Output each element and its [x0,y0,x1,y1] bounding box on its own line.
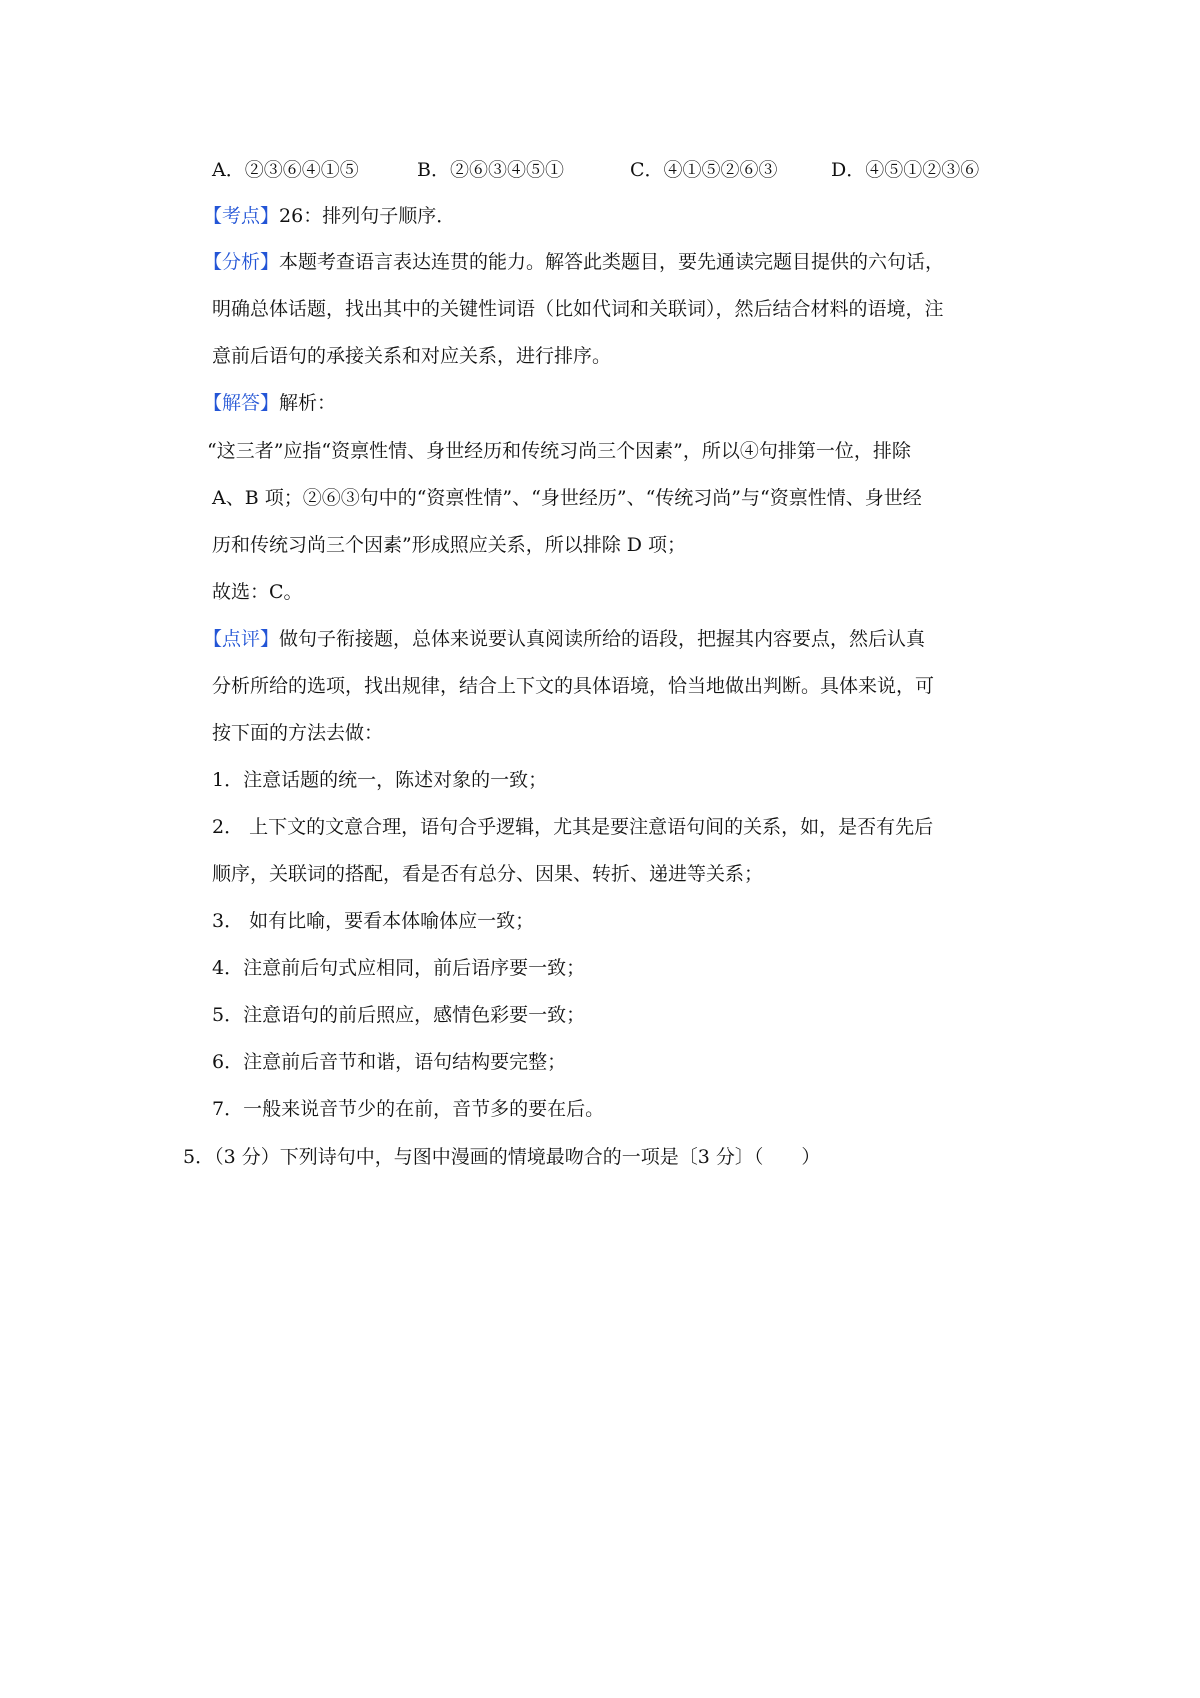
step-2: 2． 上下文的文意合理，语句合乎逻辑，尤其是要注意语句间的关系，如，是否有先后 [212,816,934,838]
dianping-line-2: 分析所给的选项，找出规律，结合上下文的具体语境，恰当地做出判断。具体来说，可 [212,675,935,697]
kaodian-section [203,202,455,230]
step-3: 3． 如有比喻，要看本体喻体应一致； [212,910,535,932]
answer-options [212,156,1032,184]
dianping-line-1 [203,625,925,653]
fenxi-line-1 [203,248,944,276]
dianping-text-1: 做句子衔接题，总体来说要认真阅读所给的语段，把握其内容要点，然后认真 [279,628,926,650]
step-4: 4．注意前后句式应相同，前后语序要一致； [212,957,586,979]
step-1: 1．注意话题的统一，陈述对象的一致； [212,769,548,791]
fenxi-line-3: 意前后语句的承接关系和对应关系，进行排序。 [212,345,612,367]
jieda-heading [203,389,336,417]
step-2-cont: 顺序，关联词的搭配，看是否有总分、因果、转折、递进等关系； [212,863,764,885]
option-a-letter: A． [212,159,245,181]
option-a [212,156,359,184]
option-c-letter: C． [630,159,664,181]
fenxi-tag: 【分析】 [203,251,280,273]
option-b-letter: B． [417,159,450,181]
option-b-text: ②⑥③④⑤① [449,159,564,181]
jieda-line-2: A、B 项；②⑥③句中的“资禀性情”、“身世经历”、“传统习尚”与“资禀性情、身世经 [212,487,922,509]
option-c [630,156,778,184]
fenxi-line-2: 明确总体话题，找出其中的关键性词语（比如代词和关联词），然后结合材料的语境，注 [212,298,944,320]
option-a-text: ②③⑥④①⑤ [244,159,359,181]
option-b [417,156,564,184]
dianping-tag: 【点评】 [203,628,280,650]
step-6: 6．注意前后音节和谐，语句结构要完整； [212,1051,567,1073]
option-d-text: ④⑤①②③⑥ [865,159,980,181]
option-d [831,156,979,184]
jieda-line-1: “这三者”应指“资禀性情、身世经历和传统习尚三个因素”，所以④句排第一位，排除 [207,440,911,462]
kaodian-tag: 【考点】 [203,205,280,227]
fenxi-text-1: 本题考查语言表达连贯的能力。解答此类题目，要先通读完题目提供的六句话， [279,251,945,273]
question-5: 5．（3 分）下列诗句中，与图中漫画的情境最吻合的一项是〔3 分〕（ ） [183,1146,821,1168]
step-7: 7．一般来说音节少的在前，音节多的要在后。 [212,1098,605,1120]
kaodian-text: 26：排列句子顺序． [279,205,456,227]
jieda-line-3: 历和传统习尚三个因素”形成照应关系，所以排除 D 项； [212,534,687,556]
option-d-letter: D． [831,159,866,181]
jieda-text: 解析： [279,392,337,414]
dianping-line-3: 按下面的方法去做： [212,722,384,744]
step-5: 5．注意语句的前后照应，感情色彩要一致； [212,1004,586,1026]
option-c-text: ④①⑤②⑥③ [663,159,778,181]
jieda-tag: 【解答】 [203,392,280,414]
jieda-line-4: 故选：C。 [212,581,303,603]
